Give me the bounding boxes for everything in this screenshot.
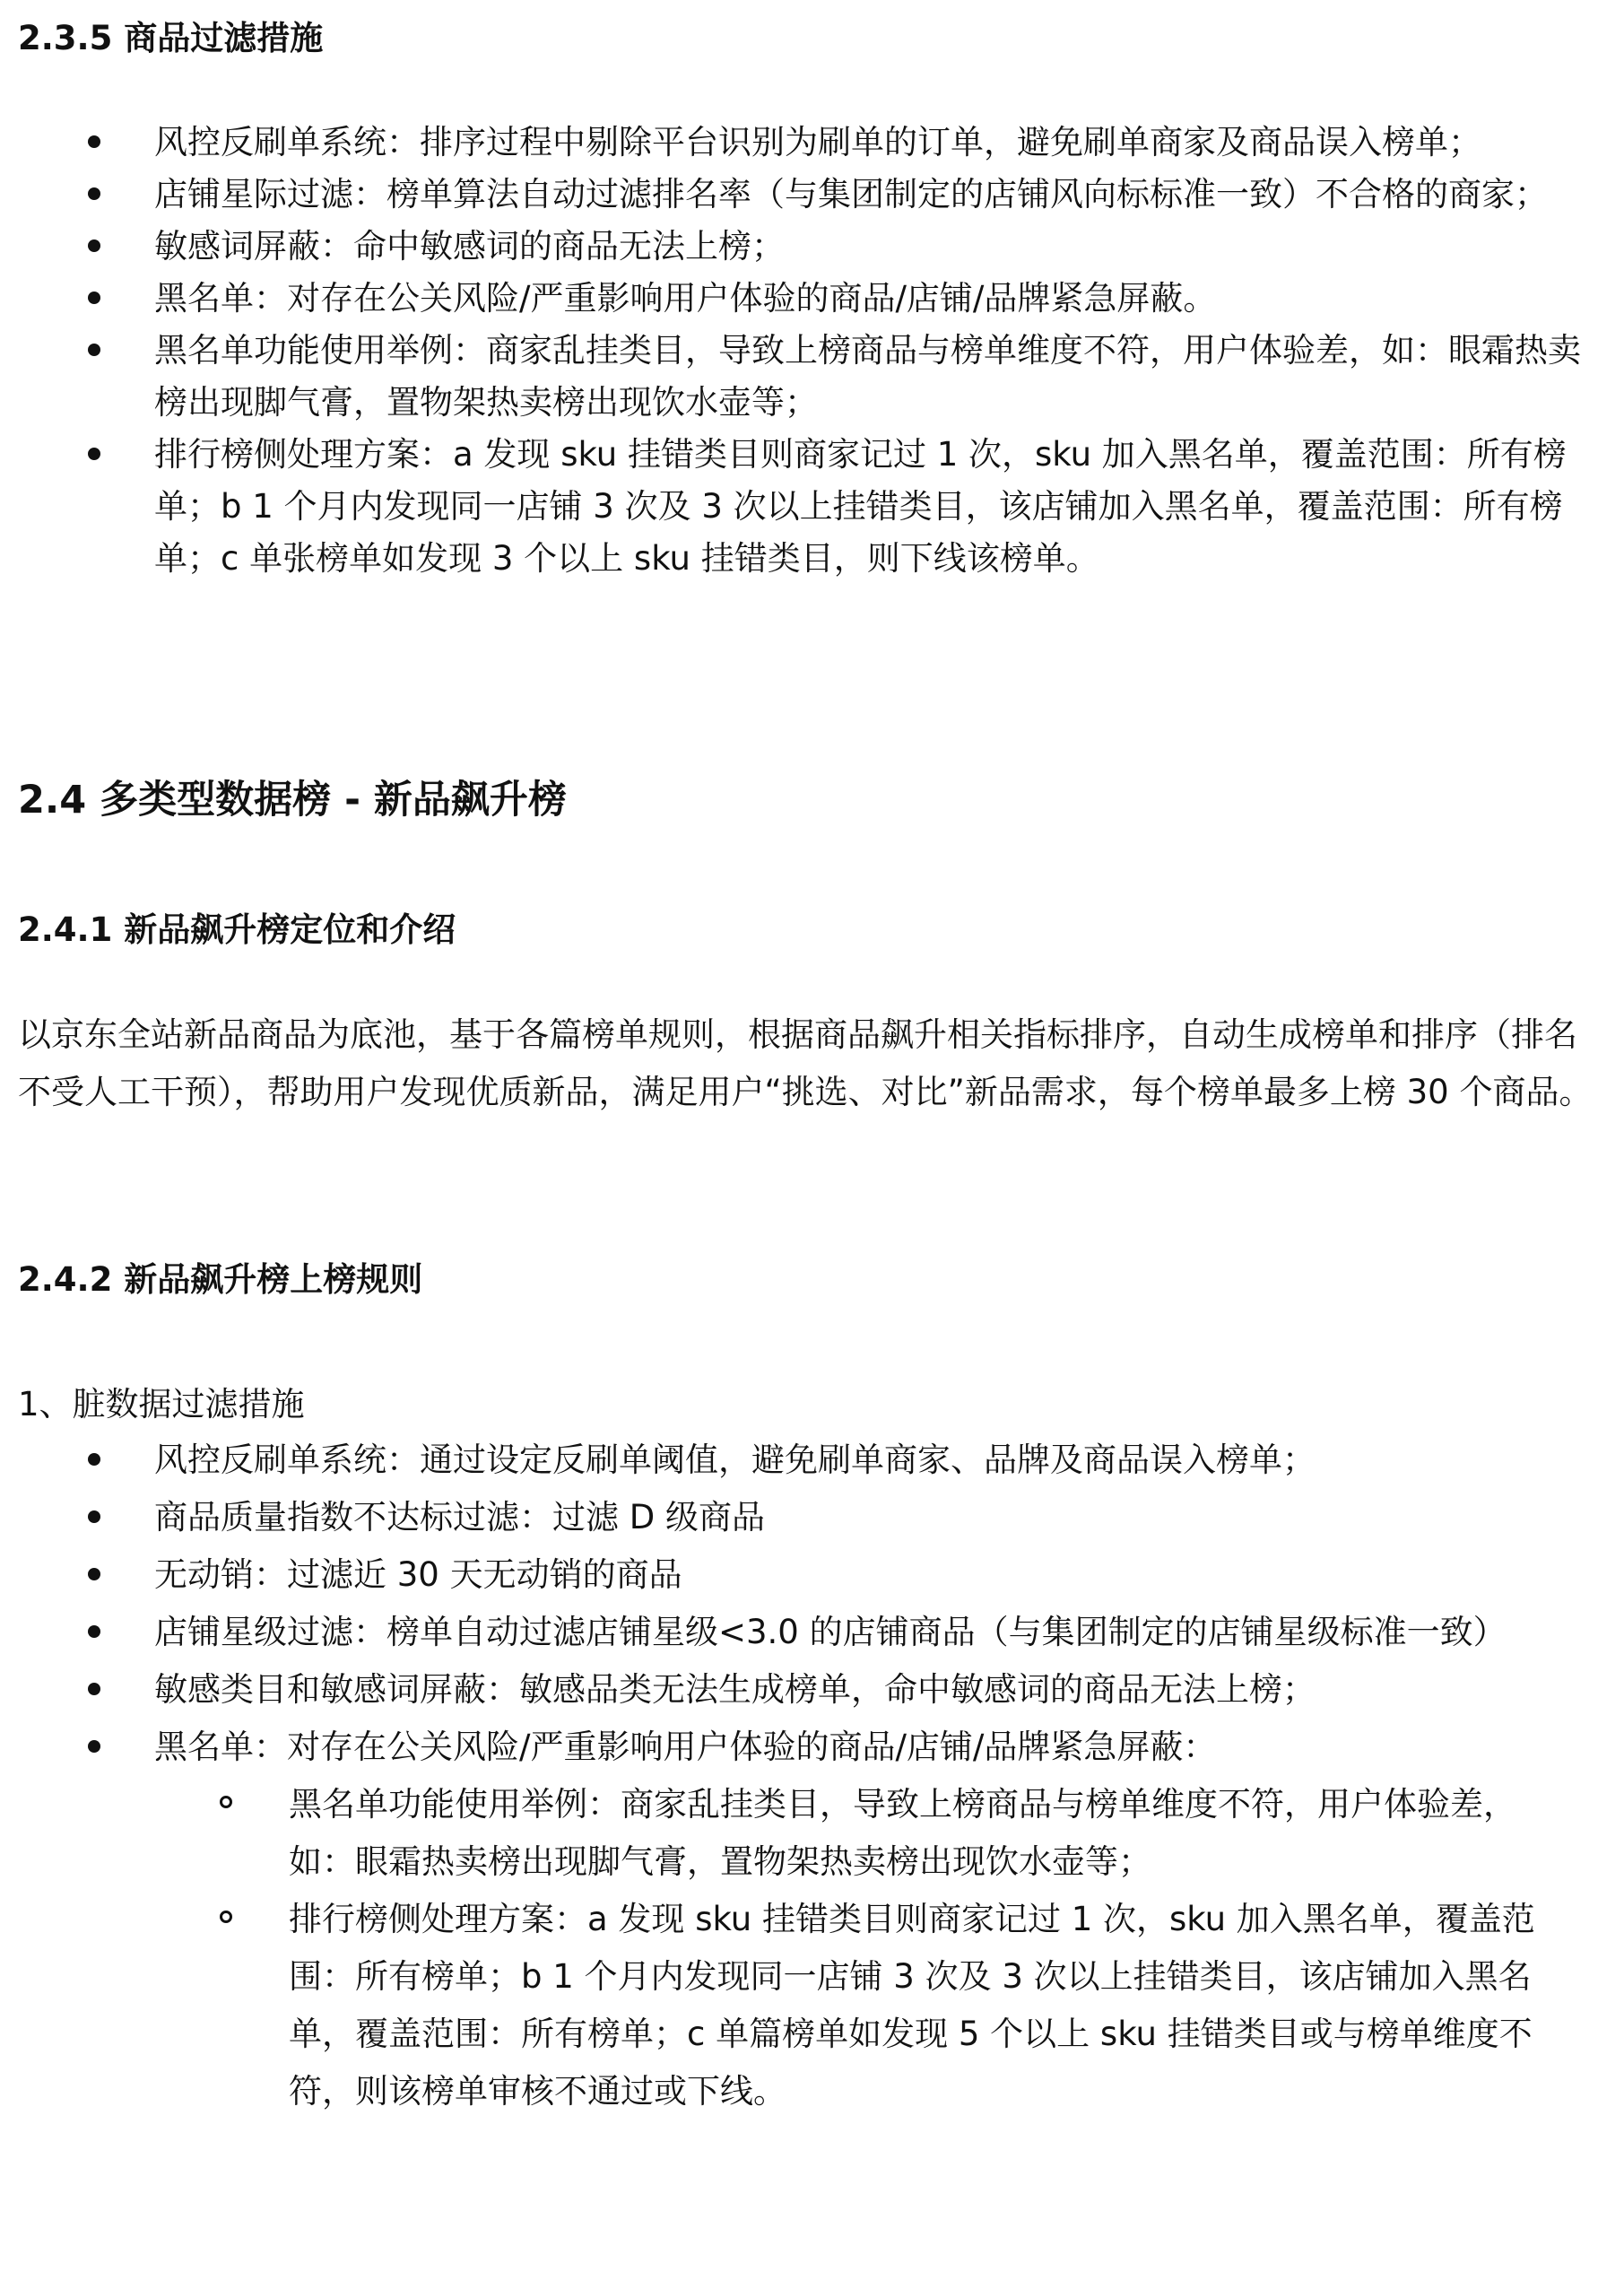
list-item: 排行榜侧处理方案：a 发现 sku 挂错类目则商家记过 1 次，sku 加入黑名单，覆盖范围：所有榜单；b 1 个月内发现同一店铺 3 次及 3 次以上挂错类目，该店铺加入黑名单，覆盖范围：所有榜单；c 单张榜单如发现 3 个以上 sku 挂错类目，则下线该榜单。 (0, 429, 1587, 585)
section-heading-2-3-5: 2.3.5 商品过滤措施 (18, 19, 324, 57)
bullet-icon (88, 1625, 100, 1638)
intro-paragraph: 以京东全站新品商品为底池，基于各篇榜单规则，根据商品飙升相关指标排序，自动生成榜单和排序（排名不受人工干预），帮助用户发现优质新品，满足用户“挑选、对比”新品需求，每个榜单最多上榜 30 个商品。 (18, 1015, 1593, 1111)
bullet-icon (88, 1453, 100, 1466)
list-item: 风控反刷单系统：通过设定反刷单阈值，避免刷单商家、品牌及商品误入榜单； (0, 1432, 1587, 1489)
section-heading-2-4: 2.4 多类型数据榜 - 新品飙升榜 (18, 778, 567, 823)
list-item: 黑名单：对存在公关风险/严重影响用户体验的商品/店铺/品牌紧急屏蔽： (0, 1719, 1587, 1776)
bullet-list-2-4-2 (0, 1432, 1624, 2120)
list-item: 黑名单功能使用举例：商家乱挂类目，导致上榜商品与榜单维度不符，用户体验差，如：眼霜热卖榜出现脚气膏，置物架热卖榜出现饮水壶等； (0, 325, 1587, 429)
bullet-icon (88, 344, 100, 356)
bullet-icon (88, 1568, 100, 1580)
bullet-icon (88, 187, 100, 200)
bullet-icon (88, 448, 100, 460)
list-title: 1、脏数据过滤措施 (18, 1385, 305, 1423)
bullet-icon (88, 239, 100, 252)
list-item: 商品质量指数不达标过滤：过滤 D 级商品 (0, 1489, 1587, 1546)
list-item: 敏感类目和敏感词屏蔽：敏感品类无法生成榜单，命中敏感词的商品无法上榜； (0, 1661, 1587, 1719)
bullet-icon (88, 1510, 100, 1523)
section-heading-2-4-2: 2.4.2 新品飙升榜上榜规则 (18, 1260, 423, 1299)
hollow-bullet-icon (220, 1911, 232, 1923)
bullet-list-2-3-5 (0, 117, 1624, 585)
bullet-icon (88, 1683, 100, 1695)
list-item: 无动销：过滤近 30 天无动销的商品 (0, 1546, 1587, 1604)
list-item: 风控反刷单系统：排序过程中剔除平台识别为刷单的订单，避免刷单商家及商品误入榜单； (0, 117, 1587, 169)
sub-list-container (0, 1776, 1624, 2120)
bullet-icon (88, 135, 100, 148)
list-item: 敏感词屏蔽：命中敏感词的商品无法上榜； (0, 221, 1587, 273)
sub-bullet-list (0, 1776, 1624, 2120)
list-item: 店铺星级过滤：榜单自动过滤店铺星级<3.0 的店铺商品（与集团制定的店铺星级标准一致） (0, 1604, 1587, 1661)
list-item: 店铺星际过滤：榜单算法自动过滤排名率（与集团制定的店铺风向标标准一致）不合格的商家； (0, 169, 1587, 221)
bullet-icon (88, 1740, 100, 1753)
list-item: 黑名单：对存在公关风险/严重影响用户体验的商品/店铺/品牌紧急屏蔽。 (0, 273, 1587, 325)
section-heading-2-4-1: 2.4.1 新品飙升榜定位和介绍 (18, 910, 456, 949)
bullet-icon (88, 292, 100, 304)
sub-list-item: 排行榜侧处理方案：a 发现 sku 挂错类目则商家记过 1 次，sku 加入黑名单，覆盖范围：所有榜单；b 1 个月内发现同一店铺 3 次及 3 次以上挂错类目，该店铺加入黑名单，覆盖范围：所有榜单；c 单篇榜单如发现 5 个以上 sku 挂错类目或与榜单维度不符，则该榜单审核不通过或下线。 (0, 1891, 1569, 2120)
hollow-bullet-icon (220, 1796, 232, 1808)
sub-list-item: 黑名单功能使用举例：商家乱挂类目，导致上榜商品与榜单维度不符，用户体验差，如：眼霜热卖榜出现脚气膏，置物架热卖榜出现饮水壶等； (0, 1776, 1569, 1891)
